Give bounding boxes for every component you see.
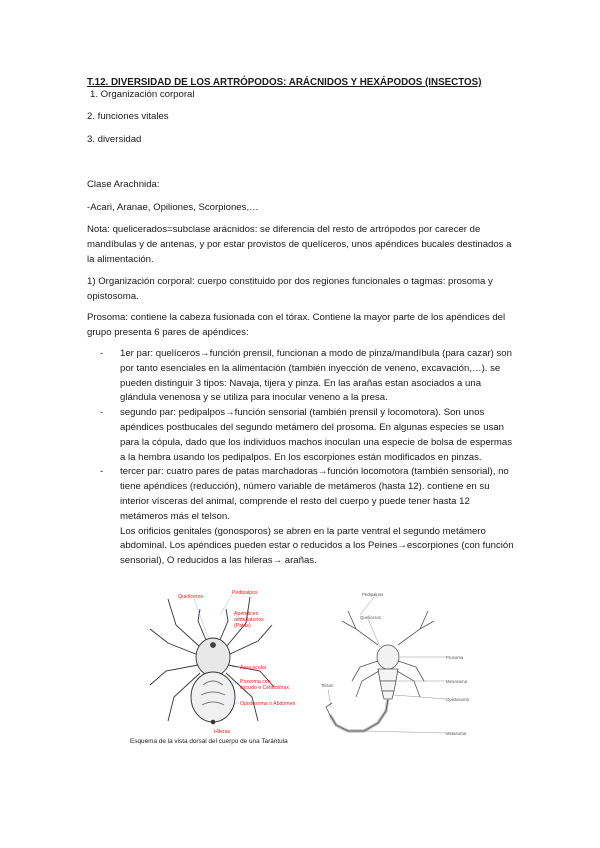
scorpion-illustration — [326, 611, 434, 731]
scorpion-label-metasoma: Metasoma — [446, 731, 467, 736]
label-hileras: Hileras — [214, 729, 231, 735]
label-area-ocular: Área ocular — [240, 665, 267, 671]
bullet-dash: - — [100, 466, 104, 478]
label-patas: (Patas) — [234, 623, 251, 629]
figure-caption: Esquema de la vista dorsal del cuerpo de una Tarántula — [130, 738, 288, 745]
scorpion-label-prosoma: Prosoma — [446, 655, 464, 660]
scorpion-label-queliceros: Quelíceros — [360, 615, 381, 620]
list-item-extra: Los orificios genitales (gonosporos) se abren en la parte ventral el segundo metámero abdominal. Los apéndices pueden estar o reducidos a los Peines→escorpiones (con función sensorial), O reducidos a las hileras→ arañas. — [120, 525, 514, 567]
label-ambulatorios: ambulatorios — [234, 617, 264, 623]
label-queliceros: Quelíceros — [178, 594, 204, 600]
label-apendices: Apéndices — [234, 611, 259, 617]
outline-item: 3. diversidad — [87, 134, 142, 145]
scorpion-label-mesosoma: Mesosoma — [446, 679, 468, 684]
outline-item: 2. funciones vitales — [87, 111, 169, 122]
label-prosoma-2: escudo o Cefalotórax — [240, 685, 290, 691]
outline-item: 1. Organización corporal — [90, 89, 195, 100]
label-opistosoma: Opistosoma o Abdomen — [240, 701, 296, 707]
scorpion-label-telson: Telson — [321, 683, 334, 688]
list-item-text: segundo par: pedipalpos→función sensorial (también prensil y locomotora). Son unos apéndices postbucales del segundo metámero del prosoma. En algunas especies se usan para la cópula, dado que los individuos machos inoculan una especie de bolsa de espermas a la hembra usando los pedipalpos. En los escorpiones están modificados en pinzas. — [120, 407, 513, 463]
orders-line: -Acari, Aranae, Opiliones, Scorpiones,… — [87, 202, 259, 213]
prosoma-paragraph: Prosoma: contiene la cabeza fusionada con el tórax. Contiene la mayor parte de los apéndices del grupo presenta 6 pares de apéndices: — [87, 312, 506, 338]
class-heading: Clase Arachnida: — [87, 179, 160, 190]
page-title: T.12. DIVERSIDAD DE LOS ARTRÓPODOS: ARÁCNIDOS Y HEXÁPODOS (INSECTOS) — [87, 77, 482, 88]
label-pedipalpos: Pedipalpos — [232, 590, 258, 596]
list-item — [100, 465, 515, 569]
list-item-text: tercer par: cuatro pares de patas marchadoras→función locomotora (también sensorial), no tiene apéndices (reducción), número variable de metámeros (hasta 12). contiene en su interior vísceras del animal, comprende el resto del cuerpo y puede tener hasta 12 metámeros más el telson. — [120, 466, 509, 522]
list-item — [100, 347, 515, 406]
arachnid-figure — [128, 585, 478, 750]
bullet-dash: - — [100, 407, 104, 419]
appendage-list — [100, 347, 515, 569]
nota-paragraph: Nota: quelicerados=subclase arácnidos: se diferencia del resto de artrópodos por carecer de mandíbulas y de antenas, y por estar provistos de quelíceros, unos apéndices bucales destinados a la alimentación. — [87, 224, 512, 265]
bullet-dash: - — [100, 348, 104, 359]
list-item — [100, 406, 515, 465]
scorpion-label-opistosoma: Opistosoma — [446, 697, 469, 702]
scorpion-label-pedipalpos: Pedipalpos — [362, 592, 384, 597]
org-corporal-paragraph: 1) Organización corporal: cuerpo constituido por dos regiones funcionales o tagmas: prosoma y opistosoma. — [87, 276, 493, 302]
label-prosoma-1: Prosoma con — [240, 679, 271, 685]
list-item-text: 1er par: quelíceros→función prensil, funcionan a modo de pinza/mandíbula (para cazar) son por tanto esenciales en la alimentación (también inyección de veneno, excavación,…). se pueden distinguir 3 tipos: Navaja, tijera y pinza. En las arañas estan asociados a una glándula venenosa y se utiliza para inocular veneno a la presa. — [120, 348, 512, 404]
